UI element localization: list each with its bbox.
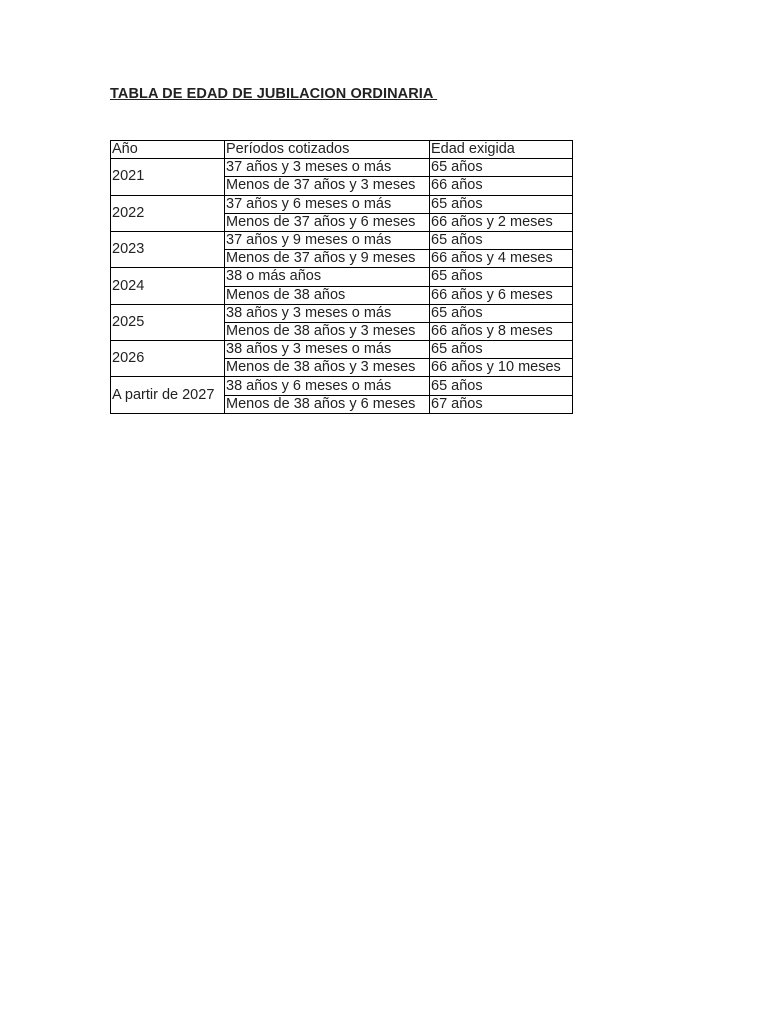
table-row	[111, 304, 573, 322]
period-cell: 38 años y 6 meses o más	[225, 377, 430, 395]
period-cell: Menos de 38 años y 3 meses	[225, 359, 430, 377]
age-cell: 66 años y 10 meses	[430, 359, 573, 377]
table-row	[111, 195, 573, 213]
year-cell: 2024	[111, 268, 225, 304]
period-cell: 37 años y 6 meses o más	[225, 195, 430, 213]
year-cell: 2022	[111, 195, 225, 231]
age-cell: 66 años y 2 meses	[430, 213, 573, 231]
document-title: TABLA DE EDAD DE JUBILACION ORDINARIA	[110, 86, 438, 102]
age-cell: 67 años	[430, 395, 573, 413]
table-row	[111, 341, 573, 359]
table-header-row	[111, 141, 573, 159]
age-cell: 65 años	[430, 231, 573, 249]
period-cell: 38 o más años	[225, 268, 430, 286]
header-year: Año	[111, 141, 225, 159]
retirement-age-table	[110, 140, 573, 414]
year-cell: 2021	[111, 159, 225, 195]
header-periods: Períodos cotizados	[225, 141, 430, 159]
age-cell: 65 años	[430, 159, 573, 177]
year-cell: 2026	[111, 341, 225, 377]
year-cell: A partir de 2027	[111, 377, 225, 413]
age-cell: 66 años y 6 meses	[430, 286, 573, 304]
age-cell: 66 años y 4 meses	[430, 250, 573, 268]
age-cell: 65 años	[430, 195, 573, 213]
period-cell: Menos de 37 años y 9 meses	[225, 250, 430, 268]
period-cell: 37 años y 9 meses o más	[225, 231, 430, 249]
year-cell: 2025	[111, 304, 225, 340]
table-row	[111, 231, 573, 249]
age-cell: 65 años	[430, 377, 573, 395]
table-row	[111, 268, 573, 286]
age-cell: 65 años	[430, 304, 573, 322]
period-cell: Menos de 38 años y 3 meses	[225, 322, 430, 340]
period-cell: Menos de 37 años y 6 meses	[225, 213, 430, 231]
age-cell: 65 años	[430, 268, 573, 286]
period-cell: 37 años y 3 meses o más	[225, 159, 430, 177]
period-cell: 38 años y 3 meses o más	[225, 341, 430, 359]
period-cell: Menos de 37 años y 3 meses	[225, 177, 430, 195]
period-cell: Menos de 38 años	[225, 286, 430, 304]
age-cell: 66 años	[430, 177, 573, 195]
header-required-age: Edad exigida	[430, 141, 573, 159]
year-cell: 2023	[111, 231, 225, 267]
table-row	[111, 377, 573, 395]
period-cell: Menos de 38 años y 6 meses	[225, 395, 430, 413]
table-row	[111, 159, 573, 177]
period-cell: 38 años y 3 meses o más	[225, 304, 430, 322]
age-cell: 66 años y 8 meses	[430, 322, 573, 340]
age-cell: 65 años	[430, 341, 573, 359]
